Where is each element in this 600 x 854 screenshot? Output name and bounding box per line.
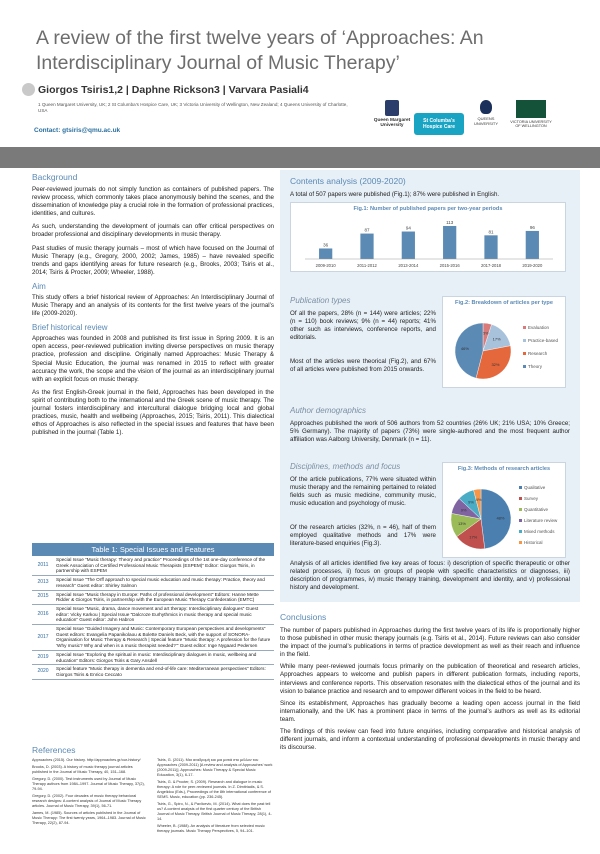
reference-entry: Wheeler, B. (1988). An analysis of literature from selected music therapy journals. Music Therapy Perspectives, 5, 94–101. xyxy=(157,824,265,833)
author-demographics-paragraph: Approaches published the work of 506 authors from 52 countries (26% UK; 21% USA; 10% Greece; 5% Germany). The majority of papers (73%) were single-authored and the most frequent author affiliation was Aalborg University, Denmark (n = 11). xyxy=(290,420,570,444)
author-avatar xyxy=(22,83,35,96)
fig1-bar xyxy=(484,235,497,259)
fig2-data-label: 32% xyxy=(491,361,500,367)
fig1-tick-label: 2011-2012 xyxy=(357,263,377,268)
table-entry: Special Issue “The Orff approach to special music education and music therapy: Practice, theory and research” Guest editor: Shirley Salmon xyxy=(54,576,274,590)
vuw-logo: VICTORIA UNIVERSITY OF WELLINGTON xyxy=(510,100,552,140)
references xyxy=(32,745,274,836)
fig2-legend-swatch xyxy=(523,326,526,329)
fig1-data-label: 94 xyxy=(405,225,411,231)
table-entry: Special feature “Music therapy in dementia and end-of-life care: Mediterranean perspectives” Editors: Giorgos Tsiris & Enrico Ceccato xyxy=(54,665,274,679)
fig1-tick-label: 2019-2020 xyxy=(522,263,543,268)
fig3-legend-label: Historical xyxy=(524,540,543,545)
reference-entry: Tsiris, G., Spiro, N., & Pavlicevic, M. (2014). What does the past tell us? A content analysis of the first quarter century of the British Journal of Music Therapy. British Journal of Music Therapy, 28(1), 4-14. xyxy=(157,802,272,821)
left-column xyxy=(32,172,274,442)
history-heading: Brief historical review xyxy=(32,323,108,333)
queens-logo: QUEENS UNIVERSITY xyxy=(468,100,504,140)
history-paragraph: As the first English-Greek journal in the field, Approaches has been developed in the spirit of contributing both to the international and the Greek scene of music therapy. The journal fosters interdisciplinary and intercultural dialogue bridging local and global practices, music, health and wellbeing (Approaches, 2015; Tsiris, 2011). This dialectical ethos of Approaches is also reflected in the special issues and features that have been published in the journal (Table 1). xyxy=(32,388,274,437)
references-column xyxy=(32,758,149,836)
st-columba-logo: St Columba's Hospice Care xyxy=(414,113,464,135)
fig1-data-label: 113 xyxy=(446,219,454,225)
fig3-svg xyxy=(443,481,567,559)
fig2-data-label: 5% xyxy=(482,330,489,336)
fig1-tick-label: 2017-2018 xyxy=(480,263,502,268)
authors-line: Giorgos Tsiris1,2 | Daphne Rickson3 | Varvara Pasiali4 xyxy=(38,84,309,96)
fig3-legend-swatch xyxy=(519,497,522,500)
fig1-title: Fig.1: Number of published papers per two-year periods xyxy=(353,206,503,212)
fig1-tick-label: 2009-2010 xyxy=(315,263,336,268)
fig3-data-label: 9% xyxy=(460,507,467,513)
reference-entry: Brooks, D. (2003). A history of music therapy journal articles published in the Journal of Music Therapy, 40, 151–168. xyxy=(32,765,133,774)
fig1-bar xyxy=(360,234,373,259)
conclusions-paragraph: Since its establishment, Approaches has gradually become a leading open access journal in the field internationally, and the UK has a prominent place in terms of the journal’s authors as well as its editorial team. xyxy=(280,699,580,723)
fig2-legend-label: Practice-based xyxy=(528,338,559,343)
table-entry: Special Issue “Guided Imagery and Music: Contemporary European perspectives and developments” Guest editors: Evangelia Papanikolaou & Bolette Daniels Beck, with the support of SONORA-Organisation for Music Therapy & Research | Special feature “Music therapy: A profession for the future ‘Why music? Why and when is a music therapist needed?’” Guest editor: Inge Nygaard Pedersen xyxy=(54,625,274,651)
fig3-legend-label: Survey xyxy=(524,496,539,501)
fig1-bar xyxy=(526,231,539,259)
contents-analysis-panel xyxy=(280,170,580,602)
fig1-bar xyxy=(402,232,415,259)
reference-entry: Tsiris, G. & Procter, S. (2009). Research and dialogue in music therapy: A role for peer-reviewed journals. In Z. Dimitriadis, & S. Angelidou (Eds.), Proceedings of the 8th international conference of SEMS. Music, education (pp. 236-245). xyxy=(157,780,271,799)
table-row xyxy=(32,590,274,604)
table-year: 2017 xyxy=(32,625,54,651)
table-row xyxy=(32,625,274,651)
fig2-legend-label: Evaluation xyxy=(528,325,550,330)
fig3-legend-label: Mixed methods xyxy=(524,529,555,534)
author-demographics-heading: Author demographics xyxy=(290,406,367,415)
fig1-tick-label: 2013-2014 xyxy=(398,263,419,268)
fig3-legend-swatch xyxy=(519,486,522,489)
fig3-legend-label: Quantitative xyxy=(524,507,549,512)
fig3-title: Fig.3: Methods of research articles xyxy=(457,466,551,472)
qmu-logo: Queen Margaret University xyxy=(372,100,412,140)
fig3-data-label: 4% xyxy=(475,497,482,503)
fig3-legend-label: Qualitative xyxy=(524,485,546,490)
fig3-legend-swatch xyxy=(519,508,522,511)
fig1-data-label: 96 xyxy=(529,224,535,230)
fig3-legend-swatch xyxy=(519,519,522,522)
table-entry: Special Issue “Music therapy in Europe: Paths of professional development” Editors: Hanne Mette Ridder & Giorgos Tsiris, in partnership with the European Music Therapy Confederation (EMTC) xyxy=(54,590,274,604)
fig3-legend-label: Literature review xyxy=(524,518,558,523)
table-row xyxy=(32,604,274,624)
fig2-legend-swatch xyxy=(523,352,526,355)
contents-intro: A total of 507 papers were published (Fig.1); 87% were published in English. xyxy=(290,191,500,198)
table-title: Table 1: Special Issues and Features xyxy=(32,543,274,556)
page-title: A review of the first twelve years of ‘Approaches: An Interdisciplinary Journal of Music Therapy’ xyxy=(36,27,484,74)
references-heading: References xyxy=(32,745,76,755)
publication-types-paragraph: Of all the papers, 28% (n = 144) were articles; 22% (n = 110) book reviews; 9% (n = 44) reports; 41% other such as interviews, conference reports, and editorials. xyxy=(290,310,436,342)
table-entry: Special Issue “Music, drama, dance movement and art therapy: Interdisciplinary dialogues” Guest editor: Vicky Karkou | Special Issue “Dalcroze Eurhythmics in music therapy and special music education” Guest editor: John Habron xyxy=(54,604,274,624)
fig2-data-label: 17% xyxy=(492,336,501,342)
fig1-bar xyxy=(443,226,456,259)
conclusions-paragraph: The number of papers published in Approaches during the first twelve years of its life is proportionally higher to those published in other music therapy journals (e.g. Tsiris et al., 2014). Future reviews can also consider the impact of the journal’s publications in terms of practice development as well as their reach and influence in the field. xyxy=(280,627,580,659)
fig3-chart xyxy=(442,462,566,558)
reference-entry: Gregory, D. (2002). Four decades of music therapy behavioral research designs: A content analysis of Journal of Music Therapy articles. Journal of Music Therapy, 39(1), 56-71. xyxy=(32,794,142,808)
fig1-data-label: 87 xyxy=(364,227,370,233)
affiliations: 1 Queen Margaret University, UK; 2 St Columba’s Hospice Care, UK; 3 Victoria University of Wellington, New Zealand; 4 Queens University of Charlotte, USA xyxy=(38,102,348,113)
disciplines-paragraph: Of the article publications, 77% were situated within music therapy and the remaining pertained to related fields such as music medicine, community music, music education and psychology of music. xyxy=(290,476,436,508)
fig1-data-label: 36 xyxy=(323,242,329,248)
fig2-title: Fig.2: Breakdown of articles per type xyxy=(455,300,553,306)
table-year: 2020 xyxy=(32,665,54,679)
special-issues-table xyxy=(32,543,274,680)
table-year: 2015 xyxy=(32,590,54,604)
table-year: 2016 xyxy=(32,604,54,624)
fig1-bar xyxy=(319,248,332,259)
contact-email[interactable]: Contact: gtsiris@qmu.ac.uk xyxy=(34,127,121,134)
fig2-legend-swatch xyxy=(523,365,526,368)
publication-types-heading: Publication types xyxy=(290,296,351,305)
disciplines-summary: Analysis of all articles identified five key areas of focus: i) description of specific therapeutic or other related processes, ii) focus on groups of people with specific characteristics or diagnoses, iii) description of programmes, iv) music therapy training, development and identity, and v) professional history and development. xyxy=(290,560,570,592)
fig3-legend-swatch xyxy=(519,541,522,544)
fig2-legend-swatch xyxy=(523,339,526,342)
fig3-data-label: 13% xyxy=(457,520,466,526)
table-row xyxy=(32,650,274,664)
fig3-legend-swatch xyxy=(519,530,522,533)
reference-entry: James, M. (1985). Sources of articles published in the Journal of Music Therapy: The first twenty years, 1964–1983. Journal of Music Therapy, 22(2), 87-94. xyxy=(32,811,146,825)
fig2-legend-label: Theory xyxy=(528,364,543,369)
background-paragraph: As such, understanding the development of journals can offer critical perspectives on broader professional and disciplinary developments in music therapy. xyxy=(32,223,274,239)
contents-heading: Contents analysis (2009-2020) xyxy=(290,176,406,186)
fig1-svg xyxy=(291,215,567,273)
history-paragraph: Approaches was founded in 2008 and published its first issue in Spring 2009. It is an open access, peer-reviewed publication inviting diverse perspectives on music therapy practice, profession and discipline. Originally named Approaches: Music Therapy & Special Music Education, the journal was renamed in 2015 to reflect with greater accuracy the work, the scope and the vision of the journal as an interdisciplinary journal with an explicit focus on music therapy. xyxy=(32,335,274,383)
background-heading: Background xyxy=(32,172,78,182)
table-year: 2011 xyxy=(32,556,54,576)
header-band xyxy=(0,147,600,168)
fig2-chart xyxy=(442,296,566,388)
conclusions-paragraph: The findings of this review can feed into future enquiries, including comparative and historical analysis of different journals, and inform a contextual understanding of professional developments in music therapy and its discourse. xyxy=(280,728,580,752)
fig3-data-label: 9% xyxy=(468,499,474,505)
table-row xyxy=(32,665,274,679)
reference-entry: Tsiris, G. (2011). Μια αναδρομή και μια ματιά στο μέλλον του Approaches (2009-2011) [A review and analysis of Approaches’ work (2009-2011)]. Approaches: Music Therapy & Special Music Education, 3(1), 6-17. xyxy=(157,758,273,777)
fig1-chart xyxy=(290,202,566,272)
publication-types-paragraph: Most of the articles were theorical (Fig.2), and 67% of all articles were published from 2015 onwards. xyxy=(290,358,436,374)
background-paragraph: Peer-reviewed journals do not simply function as containers of published papers. The review process, which commonly takes place anonymously behind the scenes, and the dissemination of knowledge play a crucial role in the formation of professional practices, identities, and cultures. xyxy=(32,186,274,218)
table-entry: Special Issue “Exploring the spiritual in music: Interdisciplinary dialogues in music, wellbeing and education” Editors: Giorgos Tsiris & Gary Ansdell xyxy=(54,650,274,664)
fig2-data-label: 46% xyxy=(460,346,469,352)
reference-entry: Gregory, D. (2000). Test instruments used by Journal of Music Therapy authors from 1984–1997. Journal of Music Therapy, 37(2), 79-94. xyxy=(32,777,145,791)
table-year: 2019 xyxy=(32,650,54,664)
fig2-legend-label: Research xyxy=(528,351,548,356)
conclusions xyxy=(280,612,580,752)
table-row xyxy=(32,576,274,590)
fig1-data-label: 81 xyxy=(488,229,494,235)
conclusions-paragraph: While many peer-reviewed journals focus primarily on the publication of theoretical and research articles, Approaches appears to welcome and publish papers in different publication formats, including reports, interviews and conference reports. This observation resonates with the dialectical ethos of the journal and its vision to balance practice and research and to empower different voices in the field to be heard. xyxy=(280,663,580,695)
aim-paragraph: This study offers a brief historical review of Approaches: An Interdisciplinary Journal of Music Therapy and an analysis of its contents for the first twelve years of the journal’s life (2009-2020). xyxy=(32,293,274,318)
background-paragraph: Past studies of music therapy journals – most of which have focused on the Journal of Music Therapy (e.g., Gregory, 2000, 2002; James, 1985) – have revealed specific trends and gaps identifying areas for future research (e.g., Brooks, 2003; Tsiris et al., 2014; Tsiris & Procter, 2009; Wheeler, 1988). xyxy=(32,244,274,276)
reference-entry: Approaches (2015). Our history. http://approaches.gr/our-history/ xyxy=(32,758,141,762)
table-row xyxy=(32,556,274,576)
disciplines-paragraph: Of the research articles (32%, n = 46), half of them employed qualitative methods and 17% were literature-based enquiries (Fig.3). xyxy=(290,524,436,548)
aim-heading: Aim xyxy=(32,281,46,291)
table-entry: Special Issue “Music therapy: Theory and practice” Proceedings of the 1st one-day conference of the Greek Association of Certified Professional Music Therapists (ESPEM)” Editor: Giorgos Tsiris, in partnership with ESPEM xyxy=(54,556,274,576)
fig3-data-label: 17% xyxy=(469,534,478,540)
references-column xyxy=(157,758,274,836)
fig3-data-label: 48% xyxy=(496,515,505,521)
table-year: 2013 xyxy=(32,576,54,590)
fig2-svg xyxy=(443,315,567,389)
fig1-tick-label: 2015-2016 xyxy=(439,263,460,268)
disciplines-heading: Disciplines, methods and focus xyxy=(290,462,401,471)
conclusions-heading: Conclusions xyxy=(280,612,327,622)
